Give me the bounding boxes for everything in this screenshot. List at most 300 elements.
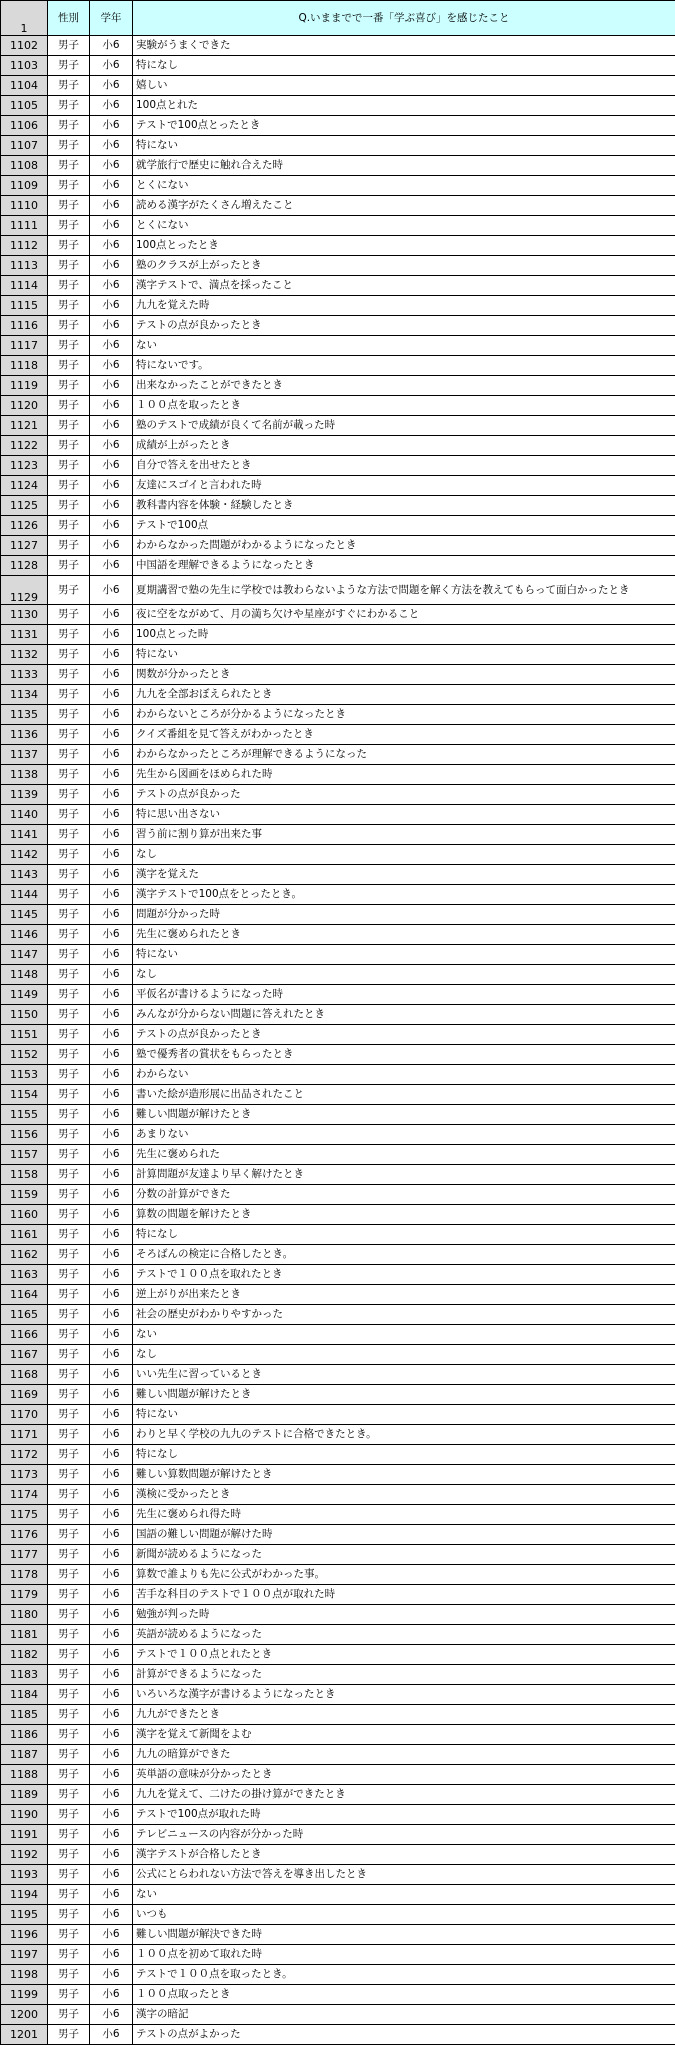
grade-cell[interactable]: 小6 (90, 1025, 133, 1045)
row-number[interactable]: 1110 (1, 196, 48, 216)
gender-cell[interactable]: 男子 (48, 1665, 90, 1685)
gender-cell[interactable]: 男子 (48, 765, 90, 785)
gender-cell[interactable]: 男子 (48, 476, 90, 496)
row-number[interactable]: 1125 (1, 496, 48, 516)
grade-cell[interactable]: 小6 (90, 536, 133, 556)
gender-cell[interactable]: 男子 (48, 1305, 90, 1325)
row-number[interactable]: 1170 (1, 1405, 48, 1425)
row-number[interactable]: 1117 (1, 336, 48, 356)
answer-cell[interactable]: 勉強が判った時 (133, 1605, 675, 1625)
answer-cell[interactable]: 100点とった時 (133, 625, 675, 645)
gender-cell[interactable]: 男子 (48, 625, 90, 645)
gender-cell[interactable]: 男子 (48, 1205, 90, 1225)
gender-cell[interactable]: 男子 (48, 1445, 90, 1465)
answer-cell[interactable]: 問題が分かった時 (133, 905, 675, 925)
grade-cell[interactable]: 小6 (90, 845, 133, 865)
grade-cell[interactable]: 小6 (90, 785, 133, 805)
answer-cell[interactable]: 夏期講習で塾の先生に学校では教わらないような方法で問題を解く方法を教えてもらって面白かったとき (133, 576, 675, 605)
row-number[interactable]: 1155 (1, 1105, 48, 1125)
gender-cell[interactable]: 男子 (48, 1605, 90, 1625)
grade-cell[interactable]: 小6 (90, 725, 133, 745)
gender-cell[interactable]: 男子 (48, 496, 90, 516)
answer-cell[interactable]: ない (133, 1885, 675, 1905)
grade-cell[interactable]: 小6 (90, 416, 133, 436)
row-number[interactable]: 1183 (1, 1665, 48, 1685)
grade-cell[interactable]: 小6 (90, 905, 133, 925)
answer-cell[interactable]: なし (133, 1345, 675, 1365)
answer-cell[interactable]: 九九を覚えて、二けたの掛け算ができたとき (133, 1785, 675, 1805)
gender-cell[interactable]: 男子 (48, 296, 90, 316)
row-number[interactable]: 1124 (1, 476, 48, 496)
grade-cell[interactable]: 小6 (90, 685, 133, 705)
gender-cell[interactable]: 男子 (48, 1805, 90, 1825)
answer-cell[interactable]: 難しい問題が解けたとき (133, 1385, 675, 1405)
gender-cell[interactable]: 男子 (48, 116, 90, 136)
row-number[interactable]: 1177 (1, 1545, 48, 1565)
answer-cell[interactable]: 難しい算数問題が解けたとき (133, 1465, 675, 1485)
row-number[interactable]: 1118 (1, 356, 48, 376)
grade-cell[interactable]: 小6 (90, 36, 133, 56)
answer-cell[interactable]: テストの点が良かったとき (133, 1025, 675, 1045)
gender-cell[interactable]: 男子 (48, 925, 90, 945)
grade-cell[interactable]: 小6 (90, 516, 133, 536)
row-number[interactable]: 1158 (1, 1165, 48, 1185)
answer-cell[interactable]: １００点を初めて取れた時 (133, 1945, 675, 1965)
gender-cell[interactable]: 男子 (48, 1265, 90, 1285)
grade-cell[interactable]: 小6 (90, 1825, 133, 1845)
row-number[interactable]: 1139 (1, 785, 48, 805)
answer-cell[interactable]: テレビニュースの内容が分かった時 (133, 1825, 675, 1845)
grade-cell[interactable]: 小6 (90, 825, 133, 845)
grade-cell[interactable]: 小6 (90, 745, 133, 765)
row-number[interactable]: 1154 (1, 1085, 48, 1105)
gender-cell[interactable]: 男子 (48, 1145, 90, 1165)
gender-cell[interactable]: 男子 (48, 1345, 90, 1365)
answer-cell[interactable]: 英語が読めるようになった (133, 1625, 675, 1645)
row-number[interactable]: 1153 (1, 1065, 48, 1085)
gender-cell[interactable]: 男子 (48, 2005, 90, 2025)
answer-cell[interactable]: 100点とれた (133, 96, 675, 116)
gender-cell[interactable]: 男子 (48, 1705, 90, 1725)
gender-cell[interactable]: 男子 (48, 1165, 90, 1185)
answer-cell[interactable]: テストで１００点とれたとき (133, 1645, 675, 1665)
grade-cell[interactable]: 小6 (90, 605, 133, 625)
grade-cell[interactable]: 小6 (90, 1085, 133, 1105)
grade-cell[interactable]: 小6 (90, 76, 133, 96)
answer-cell[interactable]: 特にない (133, 136, 675, 156)
row-number[interactable]: 1190 (1, 1805, 48, 1825)
gender-cell[interactable]: 男子 (48, 1945, 90, 1965)
gender-cell[interactable]: 男子 (48, 1905, 90, 1925)
answer-cell[interactable]: 先生から図画をほめられた時 (133, 765, 675, 785)
gender-cell[interactable]: 男子 (48, 316, 90, 336)
gender-cell[interactable]: 男子 (48, 1625, 90, 1645)
answer-cell[interactable]: 自分で答えを出せたとき (133, 456, 675, 476)
gender-cell[interactable]: 男子 (48, 905, 90, 925)
row-number[interactable]: 1197 (1, 1945, 48, 1965)
gender-cell[interactable]: 男子 (48, 396, 90, 416)
grade-cell[interactable]: 小6 (90, 356, 133, 376)
answer-cell[interactable]: ない (133, 336, 675, 356)
row-number[interactable]: 1163 (1, 1265, 48, 1285)
grade-cell[interactable]: 小6 (90, 1385, 133, 1405)
gender-cell[interactable]: 男子 (48, 1185, 90, 1205)
grade-cell[interactable]: 小6 (90, 1425, 133, 1445)
grade-cell[interactable]: 小6 (90, 1325, 133, 1345)
grade-cell[interactable]: 小6 (90, 1345, 133, 1365)
row-number[interactable]: 1151 (1, 1025, 48, 1045)
answer-cell[interactable]: 実験がうまくできた (133, 36, 675, 56)
row-number[interactable]: 1186 (1, 1725, 48, 1745)
answer-cell[interactable]: 塾で優秀者の賞状をもらったとき (133, 1045, 675, 1065)
row-number[interactable]: 1147 (1, 945, 48, 965)
row-number[interactable]: 1129 (1, 576, 48, 605)
grade-cell[interactable]: 小6 (90, 1205, 133, 1225)
gender-cell[interactable]: 男子 (48, 885, 90, 905)
gender-cell[interactable]: 男子 (48, 556, 90, 576)
grade-cell[interactable]: 小6 (90, 1645, 133, 1665)
grade-cell[interactable]: 小6 (90, 496, 133, 516)
row-number[interactable]: 1105 (1, 96, 48, 116)
answer-cell[interactable]: 成績が上がったとき (133, 436, 675, 456)
gender-cell[interactable]: 男子 (48, 665, 90, 685)
answer-cell[interactable]: 国語の難しい問題が解けた時 (133, 1525, 675, 1545)
answer-cell[interactable]: ない (133, 1325, 675, 1345)
row-number[interactable]: 1115 (1, 296, 48, 316)
gender-cell[interactable]: 男子 (48, 576, 90, 605)
answer-cell[interactable]: 漢字テストで、満点を採ったこと (133, 276, 675, 296)
grade-cell[interactable]: 小6 (90, 1365, 133, 1385)
row-number[interactable]: 1103 (1, 56, 48, 76)
grade-cell[interactable]: 小6 (90, 645, 133, 665)
gender-cell[interactable]: 男子 (48, 36, 90, 56)
gender-cell[interactable]: 男子 (48, 1885, 90, 1905)
answer-cell[interactable]: 英単語の意味が分かったとき (133, 1765, 675, 1785)
answer-cell[interactable]: 先生に褒められ得た時 (133, 1505, 675, 1525)
row-number[interactable]: 1148 (1, 965, 48, 985)
row-number[interactable]: 1134 (1, 685, 48, 705)
row-number[interactable]: 1112 (1, 236, 48, 256)
gender-cell[interactable]: 男子 (48, 216, 90, 236)
row-number[interactable]: 1194 (1, 1885, 48, 1905)
gender-cell[interactable]: 男子 (48, 1785, 90, 1805)
answer-cell[interactable]: いい先生に習っているとき (133, 1365, 675, 1385)
row-number[interactable]: 1178 (1, 1565, 48, 1585)
gender-cell[interactable]: 男子 (48, 1825, 90, 1845)
grade-cell[interactable]: 小6 (90, 476, 133, 496)
grade-cell[interactable]: 小6 (90, 1945, 133, 1965)
row-number[interactable]: 1143 (1, 865, 48, 885)
grade-cell[interactable]: 小6 (90, 436, 133, 456)
gender-cell[interactable]: 男子 (48, 416, 90, 436)
row-number[interactable]: 1167 (1, 1345, 48, 1365)
gender-cell[interactable]: 男子 (48, 1365, 90, 1385)
grade-cell[interactable]: 小6 (90, 1605, 133, 1625)
gender-cell[interactable]: 男子 (48, 1425, 90, 1445)
answer-cell[interactable]: 漢検に受かったとき (133, 1485, 675, 1505)
grade-cell[interactable]: 小6 (90, 1925, 133, 1945)
gender-cell[interactable]: 男子 (48, 276, 90, 296)
answer-cell[interactable]: 関数が分かったとき (133, 665, 675, 685)
gender-cell[interactable]: 男子 (48, 336, 90, 356)
row-number[interactable]: 1192 (1, 1845, 48, 1865)
answer-cell[interactable]: 九九を全部おぼえられたとき (133, 685, 675, 705)
row-number[interactable]: 1120 (1, 396, 48, 416)
row-number[interactable]: 1173 (1, 1465, 48, 1485)
row-number[interactable]: 1166 (1, 1325, 48, 1345)
gender-cell[interactable]: 男子 (48, 1065, 90, 1085)
row-number[interactable]: 1140 (1, 805, 48, 825)
grade-cell[interactable]: 小6 (90, 296, 133, 316)
row-number[interactable]: 1199 (1, 1985, 48, 2005)
answer-cell[interactable]: わからないところが分かるようになったとき (133, 705, 675, 725)
grade-cell[interactable]: 小6 (90, 376, 133, 396)
answer-cell[interactable]: 難しい問題が解決できた時 (133, 1925, 675, 1945)
gender-cell[interactable]: 男子 (48, 1005, 90, 1025)
answer-cell[interactable]: テストで100点 (133, 516, 675, 536)
row-number[interactable]: 1142 (1, 845, 48, 865)
grade-cell[interactable]: 小6 (90, 1885, 133, 1905)
answer-cell[interactable]: 夜に空をながめて、月の満ち欠けや星座がすぐにわかること (133, 605, 675, 625)
row-number[interactable]: 1104 (1, 76, 48, 96)
gender-cell[interactable]: 男子 (48, 356, 90, 376)
gender-cell[interactable]: 男子 (48, 56, 90, 76)
gender-cell[interactable]: 男子 (48, 236, 90, 256)
answer-cell[interactable]: テストで１００点を取ったとき。 (133, 1965, 675, 1985)
gender-cell[interactable]: 男子 (48, 456, 90, 476)
row-number[interactable]: 1165 (1, 1305, 48, 1325)
row-number[interactable]: 1160 (1, 1205, 48, 1225)
gender-cell[interactable]: 男子 (48, 1285, 90, 1305)
gender-cell[interactable]: 男子 (48, 2025, 90, 2045)
gender-cell[interactable]: 男子 (48, 1025, 90, 1045)
row-number[interactable]: 1152 (1, 1045, 48, 1065)
answer-cell[interactable]: いろいろな漢字が書けるようになったとき (133, 1685, 675, 1705)
gender-cell[interactable]: 男子 (48, 1985, 90, 2005)
row-number[interactable]: 1200 (1, 2005, 48, 2025)
row-number[interactable]: 1144 (1, 885, 48, 905)
gender-cell[interactable]: 男子 (48, 1085, 90, 1105)
grade-cell[interactable]: 小6 (90, 1905, 133, 1925)
grade-cell[interactable]: 小6 (90, 316, 133, 336)
gender-cell[interactable]: 男子 (48, 1225, 90, 1245)
answer-cell[interactable]: 計算問題が友達より早く解けたとき (133, 1165, 675, 1185)
grade-cell[interactable]: 小6 (90, 1185, 133, 1205)
answer-cell[interactable]: 出来なかったことができたとき (133, 376, 675, 396)
grade-cell[interactable]: 小6 (90, 925, 133, 945)
answer-cell[interactable]: みんなが分からない問題に答えれたとき (133, 1005, 675, 1025)
grade-cell[interactable]: 小6 (90, 136, 133, 156)
row-number[interactable]: 1162 (1, 1245, 48, 1265)
gender-cell[interactable]: 男子 (48, 1325, 90, 1345)
grade-cell[interactable]: 小6 (90, 1245, 133, 1265)
answer-cell[interactable]: 特になし (133, 1445, 675, 1465)
answer-cell[interactable]: 書いた絵が造形展に出品されたこと (133, 1085, 675, 1105)
row-number[interactable]: 1188 (1, 1765, 48, 1785)
gender-cell[interactable]: 男子 (48, 605, 90, 625)
row-number[interactable]: 1102 (1, 36, 48, 56)
grade-cell[interactable]: 小6 (90, 176, 133, 196)
row-number[interactable]: 1182 (1, 1645, 48, 1665)
gender-cell[interactable]: 男子 (48, 1525, 90, 1545)
gender-cell[interactable]: 男子 (48, 376, 90, 396)
grade-cell[interactable]: 小6 (90, 1585, 133, 1605)
row-number[interactable]: 1136 (1, 725, 48, 745)
row-number[interactable]: 1181 (1, 1625, 48, 1645)
row-number[interactable]: 1107 (1, 136, 48, 156)
answer-cell[interactable]: 特にないです。 (133, 356, 675, 376)
row-number[interactable]: 1157 (1, 1145, 48, 1165)
row-number[interactable]: 1145 (1, 905, 48, 925)
row-number[interactable]: 1191 (1, 1825, 48, 1845)
grade-cell[interactable]: 小6 (90, 985, 133, 1005)
answer-cell[interactable]: 漢字の暗記 (133, 2005, 675, 2025)
row-number[interactable]: 1137 (1, 745, 48, 765)
gender-cell[interactable]: 男子 (48, 1585, 90, 1605)
answer-cell[interactable]: テストで100点が取れた時 (133, 1805, 675, 1825)
grade-cell[interactable]: 小6 (90, 1745, 133, 1765)
grade-cell[interactable]: 小6 (90, 1545, 133, 1565)
row-number[interactable]: 1141 (1, 825, 48, 845)
answer-cell[interactable]: 九九の暗算ができた (133, 1745, 675, 1765)
row-number[interactable]: 1189 (1, 1785, 48, 1805)
answer-cell[interactable]: 教科書内容を体験・経験したとき (133, 496, 675, 516)
grade-cell[interactable]: 小6 (90, 96, 133, 116)
gender-cell[interactable]: 男子 (48, 985, 90, 1005)
gender-cell[interactable]: 男子 (48, 536, 90, 556)
gender-cell[interactable]: 男子 (48, 1465, 90, 1485)
gender-cell[interactable]: 男子 (48, 1385, 90, 1405)
answer-cell[interactable]: テストで100点とったとき (133, 116, 675, 136)
answer-cell[interactable]: １００点を取ったとき (133, 396, 675, 416)
grade-cell[interactable]: 小6 (90, 765, 133, 785)
answer-cell[interactable]: 計算ができるようになった (133, 1665, 675, 1685)
row-number[interactable]: 1179 (1, 1585, 48, 1605)
grade-cell[interactable]: 小6 (90, 256, 133, 276)
row-number[interactable]: 1149 (1, 985, 48, 1005)
gender-cell[interactable]: 男子 (48, 76, 90, 96)
answer-cell[interactable]: 塾のクラスが上がったとき (133, 256, 675, 276)
grade-cell[interactable]: 小6 (90, 1845, 133, 1865)
row-number[interactable]: 1174 (1, 1485, 48, 1505)
gender-cell[interactable]: 男子 (48, 516, 90, 536)
row-number[interactable]: 1121 (1, 416, 48, 436)
answer-cell[interactable]: 漢字テストが合格したとき (133, 1845, 675, 1865)
row-number[interactable]: 1171 (1, 1425, 48, 1445)
answer-cell[interactable]: 漢字を覚えた (133, 865, 675, 885)
grade-cell[interactable]: 小6 (90, 1685, 133, 1705)
row-number[interactable]: 1130 (1, 605, 48, 625)
answer-cell[interactable]: 九九を覚えた時 (133, 296, 675, 316)
grade-cell[interactable]: 小6 (90, 576, 133, 605)
grade-cell[interactable]: 小6 (90, 1965, 133, 1985)
gender-cell[interactable]: 男子 (48, 1845, 90, 1865)
gender-cell[interactable]: 男子 (48, 645, 90, 665)
gender-cell[interactable]: 男子 (48, 196, 90, 216)
gender-cell[interactable]: 男子 (48, 945, 90, 965)
row-number[interactable]: 1161 (1, 1225, 48, 1245)
gender-cell[interactable]: 男子 (48, 1685, 90, 1705)
row-number[interactable]: 1169 (1, 1385, 48, 1405)
row-number[interactable]: 1128 (1, 556, 48, 576)
grade-cell[interactable]: 小6 (90, 1125, 133, 1145)
row-number[interactable]: 1195 (1, 1905, 48, 1925)
answer-cell[interactable]: テストで１００点を取れたとき (133, 1265, 675, 1285)
gender-cell[interactable]: 男子 (48, 705, 90, 725)
answer-cell[interactable]: 算数で誰よりも先に公式がわかった事。 (133, 1565, 675, 1585)
row-number[interactable]: 1131 (1, 625, 48, 645)
gender-cell[interactable]: 男子 (48, 176, 90, 196)
answer-cell[interactable]: １００点取ったとき (133, 1985, 675, 2005)
answer-cell[interactable]: とくにない (133, 176, 675, 196)
grade-cell[interactable]: 小6 (90, 1105, 133, 1125)
row-number[interactable]: 1132 (1, 645, 48, 665)
answer-cell[interactable]: 分数の計算ができた (133, 1185, 675, 1205)
answer-cell[interactable]: なし (133, 965, 675, 985)
gender-cell[interactable]: 男子 (48, 1865, 90, 1885)
grade-cell[interactable]: 小6 (90, 1445, 133, 1465)
row-number[interactable]: 1114 (1, 276, 48, 296)
answer-cell[interactable]: とくにない (133, 216, 675, 236)
grade-cell[interactable]: 小6 (90, 965, 133, 985)
row-number[interactable]: 1180 (1, 1605, 48, 1625)
row-number[interactable]: 1122 (1, 436, 48, 456)
column-header-question[interactable]: Q.いままでで一番「学ぶ喜び」を感じたこと (133, 1, 675, 36)
header-row-number[interactable]: 1 (1, 1, 48, 36)
gender-cell[interactable]: 男子 (48, 156, 90, 176)
answer-cell[interactable]: 特になし (133, 56, 675, 76)
grade-cell[interactable]: 小6 (90, 1625, 133, 1645)
answer-cell[interactable]: 漢字テストで100点をとったとき。 (133, 885, 675, 905)
gender-cell[interactable]: 男子 (48, 845, 90, 865)
answer-cell[interactable]: 特にない (133, 1405, 675, 1425)
grade-cell[interactable]: 小6 (90, 2005, 133, 2025)
row-number[interactable]: 1176 (1, 1525, 48, 1545)
grade-cell[interactable]: 小6 (90, 1985, 133, 2005)
answer-cell[interactable]: 習う前に割り算が出来た事 (133, 825, 675, 845)
answer-cell[interactable]: 友達にスゴイと言われた時 (133, 476, 675, 496)
grade-cell[interactable]: 小6 (90, 1305, 133, 1325)
answer-cell[interactable]: 100点とったとき (133, 236, 675, 256)
answer-cell[interactable]: 読める漢字がたくさん増えたこと (133, 196, 675, 216)
row-number[interactable]: 1156 (1, 1125, 48, 1145)
answer-cell[interactable]: 塾のテストで成績が良くて名前が載った時 (133, 416, 675, 436)
grade-cell[interactable]: 小6 (90, 1005, 133, 1025)
gender-cell[interactable]: 男子 (48, 1125, 90, 1145)
row-number[interactable]: 1198 (1, 1965, 48, 1985)
answer-cell[interactable]: 特にない (133, 945, 675, 965)
grade-cell[interactable]: 小6 (90, 1865, 133, 1885)
grade-cell[interactable]: 小6 (90, 2025, 133, 2045)
answer-cell[interactable]: あまりない (133, 1125, 675, 1145)
gender-cell[interactable]: 男子 (48, 1405, 90, 1425)
grade-cell[interactable]: 小6 (90, 1405, 133, 1425)
answer-cell[interactable]: わからない (133, 1065, 675, 1085)
answer-cell[interactable]: 苦手な科目のテストで１００点が取れた時 (133, 1585, 675, 1605)
grade-cell[interactable]: 小6 (90, 1485, 133, 1505)
gender-cell[interactable]: 男子 (48, 1245, 90, 1265)
grade-cell[interactable]: 小6 (90, 1065, 133, 1085)
answer-cell[interactable]: クイズ番組を見て答えがわかったとき (133, 725, 675, 745)
row-number[interactable]: 1146 (1, 925, 48, 945)
grade-cell[interactable]: 小6 (90, 705, 133, 725)
row-number[interactable]: 1133 (1, 665, 48, 685)
gender-cell[interactable]: 男子 (48, 745, 90, 765)
answer-cell[interactable]: いつも (133, 1905, 675, 1925)
answer-cell[interactable]: 就学旅行で歴史に触れ合えた時 (133, 156, 675, 176)
gender-cell[interactable]: 男子 (48, 685, 90, 705)
answer-cell[interactable]: 九九ができたとき (133, 1705, 675, 1725)
